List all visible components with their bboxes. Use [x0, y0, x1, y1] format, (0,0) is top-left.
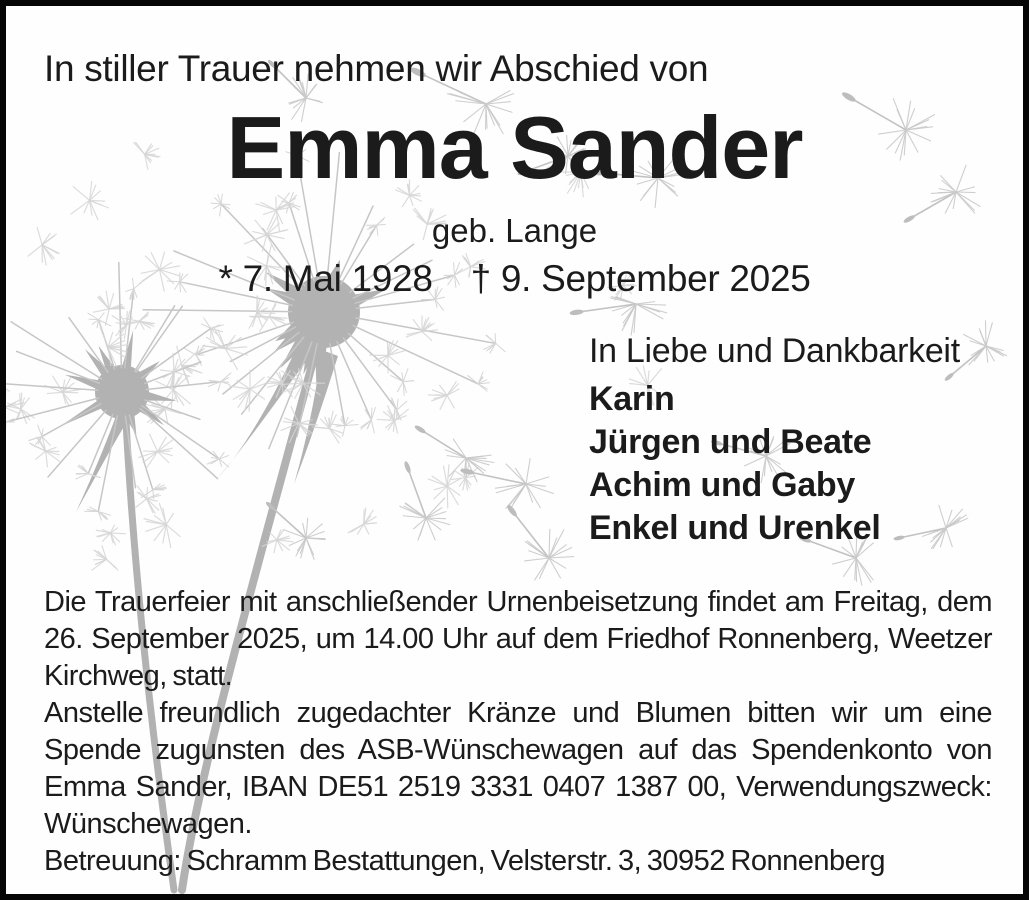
mourner-line: Enkel und Urenkel	[589, 509, 881, 547]
maiden-name: geb. Lange	[431, 212, 598, 249]
notice-content	[6, 6, 1023, 894]
birth-date: * 7. Mai 1928	[218, 258, 433, 299]
notice-body	[44, 584, 992, 880]
death-date: † 9. September 2025	[470, 258, 811, 299]
funeral-info: Die Trauerfeier mit anschließender Urnenbeisetzung findet am Freitag, dem 26. September 2025, um 14.00 Uhr auf dem Friedhof Ronnenberg, Weetzer Kirchweg, statt.	[44, 586, 992, 692]
intro-line: In stiller Trauer nehmen wir Abschied von	[44, 48, 709, 89]
deceased-name: Emma Sander	[226, 98, 803, 197]
funeral-home-info: Betreuung: Schramm Bestattungen, Velsterstr. 3, 30952 Ronnenberg	[44, 845, 886, 877]
mourners-list	[589, 378, 881, 550]
mourner-line: Achim und Gaby	[589, 466, 855, 504]
life-dates	[6, 258, 1023, 300]
tribute-line: In Liebe und Dankbarkeit	[589, 332, 960, 370]
donation-info: Anstelle freundlich zugedachter Kränze und Blumen bitten wir um eine Spende zugunsten des ASB-Wünschewagen auf das Spendenkonto von Emma Sander, IBAN DE51 2519 3331 0407 1387 00, Verwendungszweck: Wünschewagen.	[44, 697, 992, 840]
mourner-line: Jürgen und Beate	[589, 423, 872, 461]
mourner-line: Karin	[589, 380, 675, 418]
